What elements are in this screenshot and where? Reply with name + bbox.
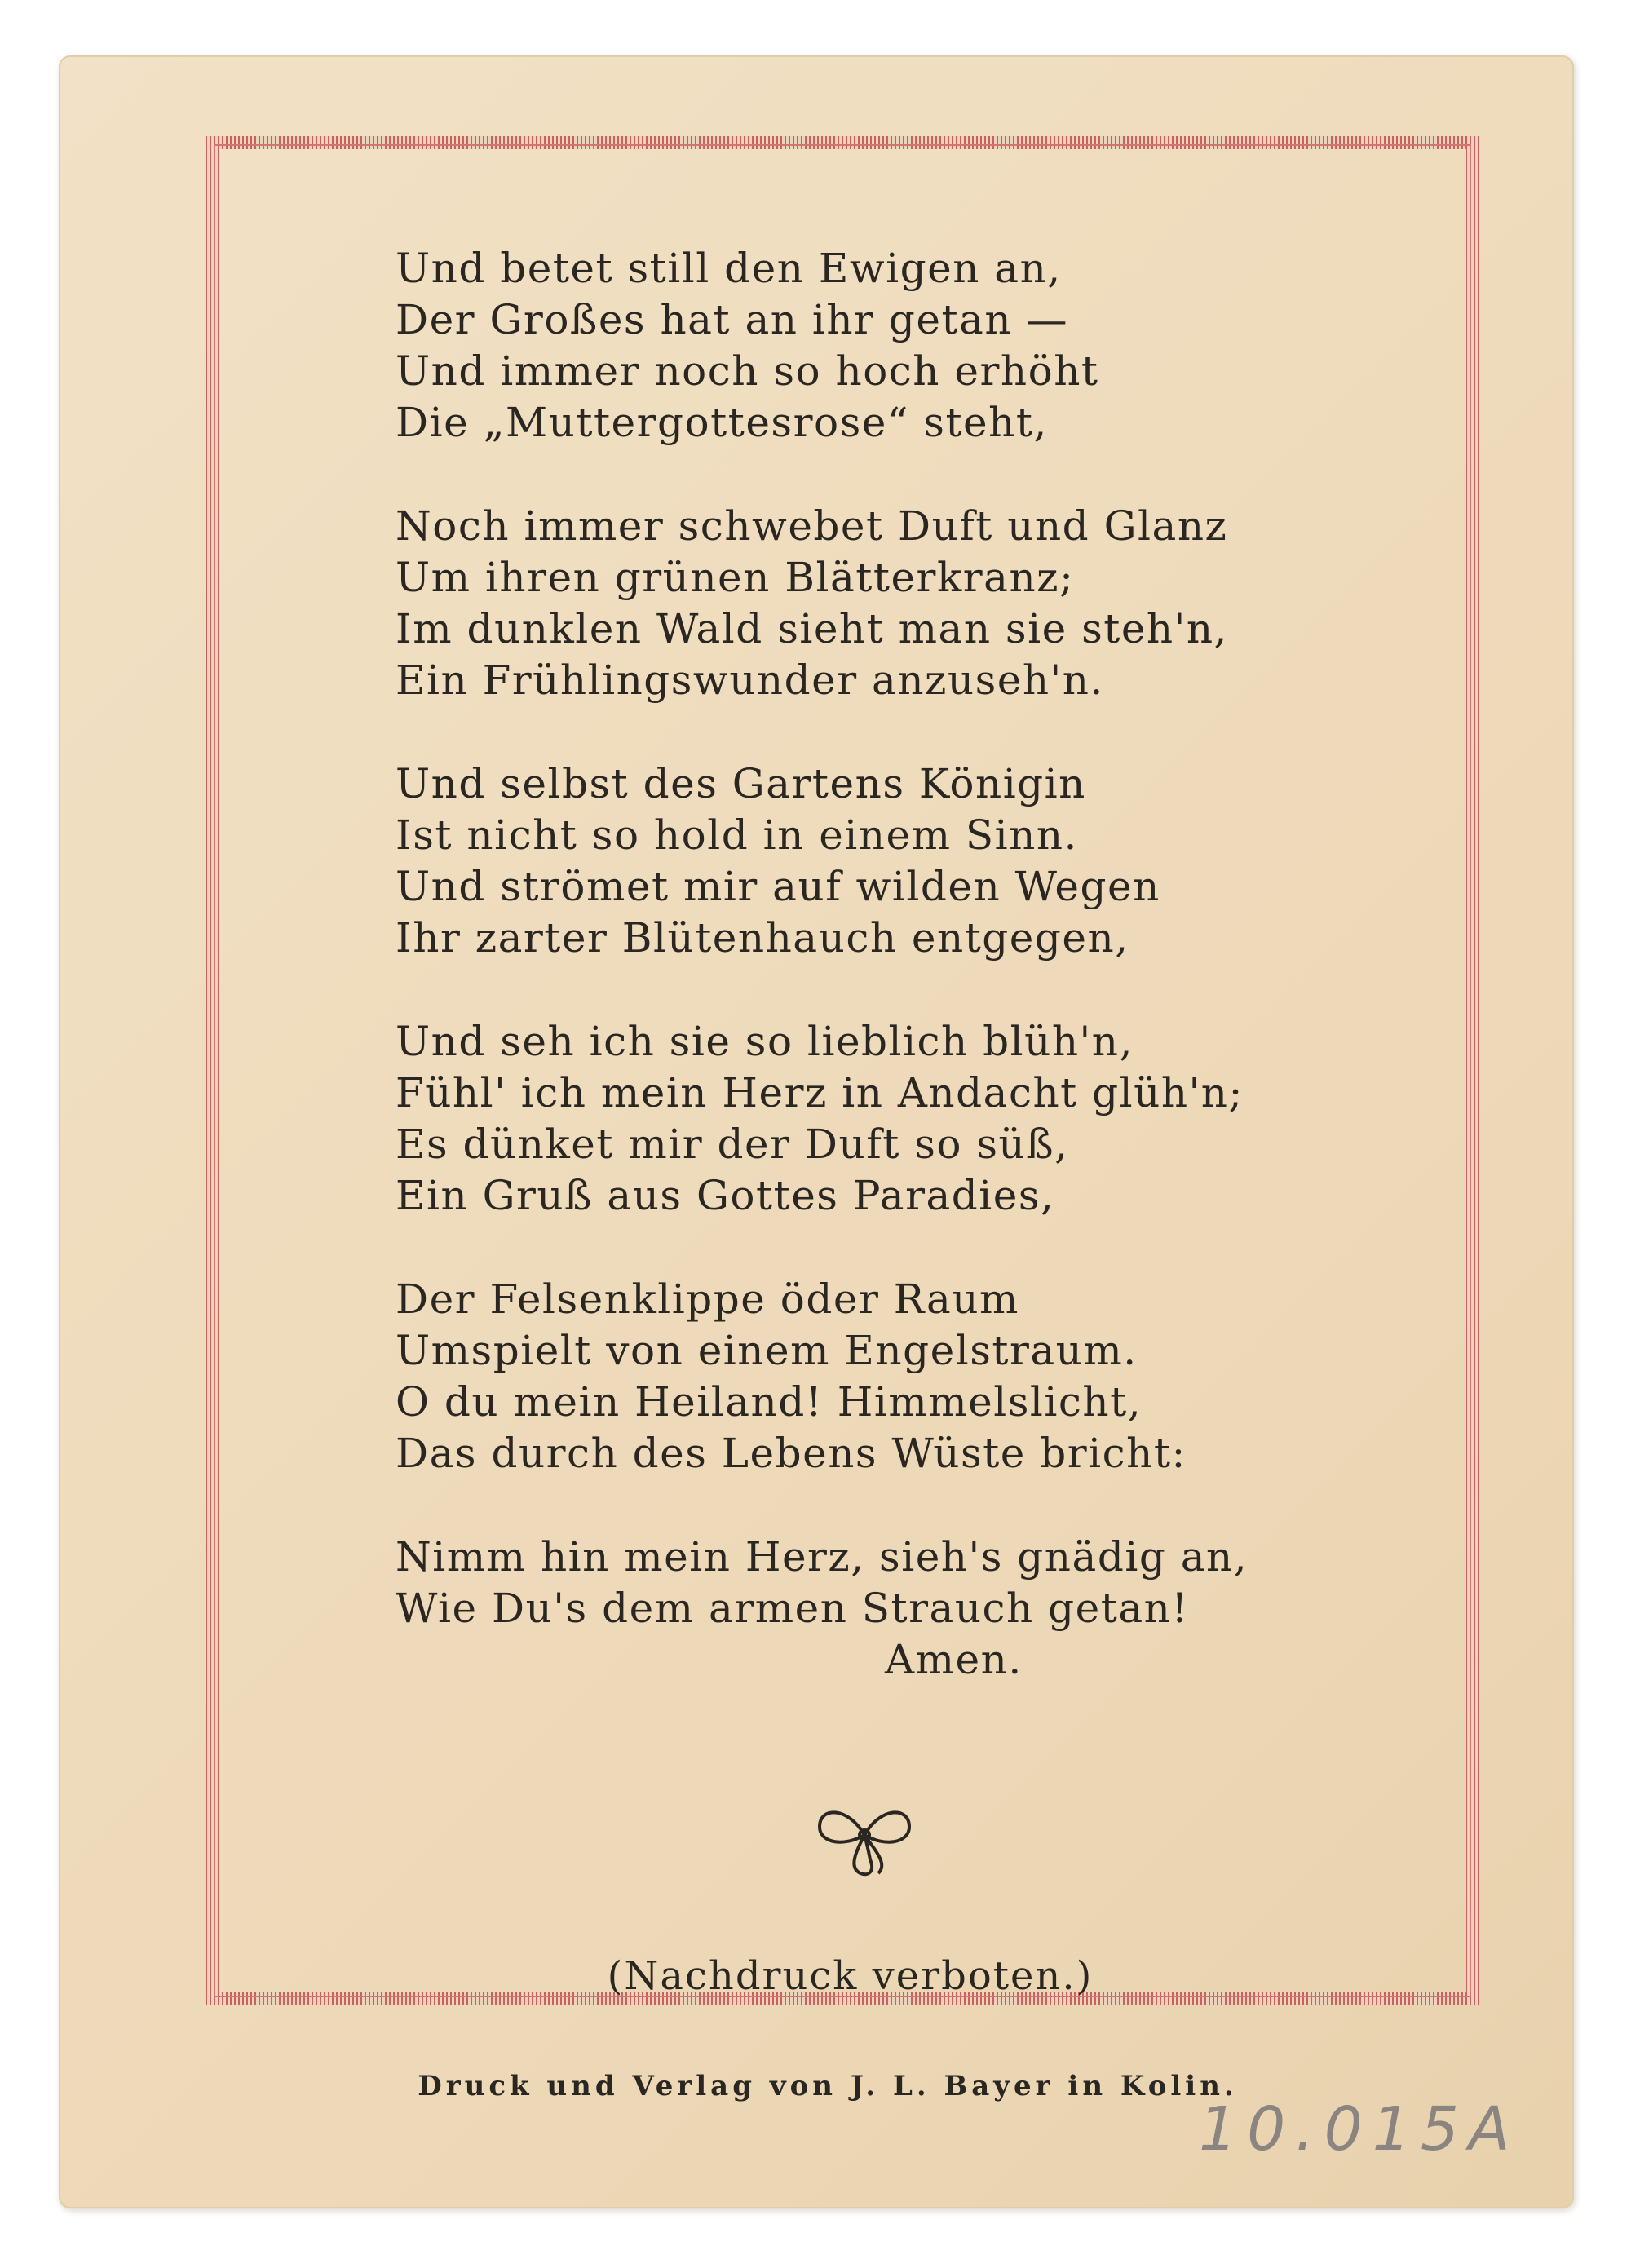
poem-line: Noch immer schwebet Duft und Glanz bbox=[396, 502, 1228, 550]
poem-line: Und strömet mir auf wilden Wegen bbox=[396, 863, 1160, 910]
poem-line: Wie Du's dem armen Strauch getan! bbox=[396, 1585, 1189, 1632]
poem-line: Und betet still den Ewigen an, bbox=[396, 245, 1062, 292]
poem-line: Der Felsenklippe öder Raum bbox=[396, 1275, 1019, 1323]
poem-closing: Amen. bbox=[885, 1636, 1023, 1683]
poem-line: Fühl' ich mein Herz in Andacht glüh'n; bbox=[396, 1069, 1244, 1116]
inventory-number: 10.015A bbox=[1199, 2094, 1520, 2164]
poem-line: O du mein Heiland! Himmelslicht, bbox=[396, 1378, 1143, 1426]
stanza-5 bbox=[396, 1274, 1374, 1479]
poem-line: Es dünket mir der Duft so süß, bbox=[396, 1121, 1069, 1168]
poem-line: Nimm hin mein Herz, sieh's gnädig an, bbox=[396, 1533, 1249, 1581]
reprint-note: (Nachdruck verboten.) bbox=[607, 1953, 1094, 1999]
stanza-2 bbox=[396, 501, 1374, 706]
poem-line: Der Großes hat an ihr getan — bbox=[396, 296, 1068, 343]
knot-ornament-icon bbox=[811, 1798, 917, 1880]
poem-line: Ein Gruß aus Gottes Paradies, bbox=[396, 1172, 1055, 1219]
poem-line: Ihr zarter Blütenhauch entgegen, bbox=[396, 914, 1129, 962]
poem-line: Die „Muttergottesrose“ steht, bbox=[396, 399, 1048, 446]
poem-text bbox=[396, 243, 1374, 1686]
poem-line: Das durch des Lebens Wüste bricht: bbox=[396, 1430, 1187, 1477]
poem-line: Um ihren grünen Blätterkranz; bbox=[396, 554, 1075, 601]
poem-line: Und seh ich sie so lieblich blüh'n, bbox=[396, 1018, 1134, 1065]
publisher-imprint: Druck und Verlag von J. L. Bayer in Kolin. bbox=[418, 2070, 1238, 2102]
stanza-4 bbox=[396, 1016, 1374, 1222]
poem-line: Umspielt von einem Engelstraum. bbox=[396, 1327, 1138, 1374]
poem-line: Ist nicht so hold in einem Sinn. bbox=[396, 811, 1078, 859]
stanza-3 bbox=[396, 758, 1374, 964]
stanza-1 bbox=[396, 243, 1374, 449]
poem-line: Ein Frühlingswunder anzuseh'n. bbox=[396, 657, 1104, 704]
poem-line: Und selbst des Gartens Königin bbox=[396, 760, 1086, 807]
stanza-6 bbox=[396, 1532, 1374, 1686]
poem-line: Im dunklen Wald sieht man sie steh'n, bbox=[396, 605, 1228, 652]
poem-line: Und immer noch so hoch erhöht bbox=[396, 347, 1099, 395]
